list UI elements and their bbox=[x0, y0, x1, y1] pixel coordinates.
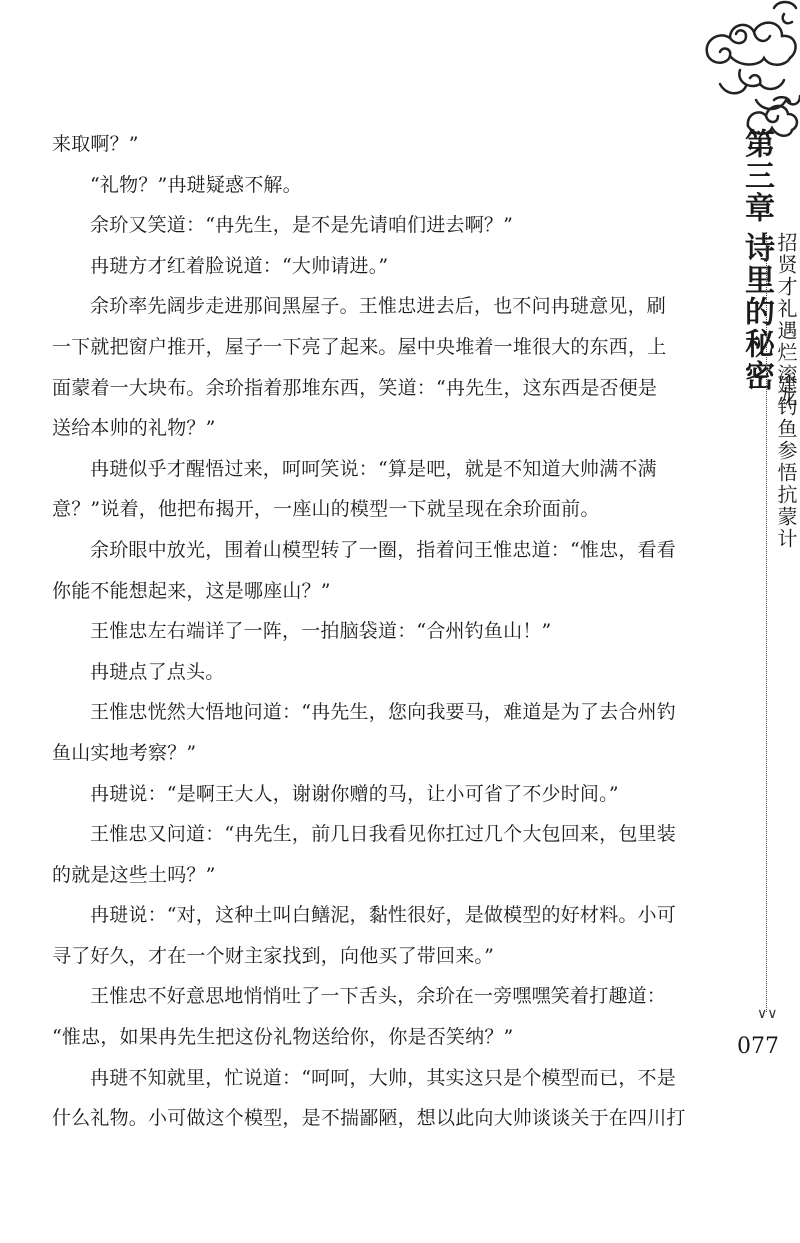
section-title: 诗里的秘密 bbox=[739, 232, 774, 392]
paragraph-line: 送给本帅的礼物？” bbox=[52, 417, 216, 440]
paragraph-line: 王惟忠又问道：“冉先生，前几日我看见你扛过几个大包回来，包里装 bbox=[90, 823, 676, 846]
paragraph-line: 来取啊？” bbox=[52, 133, 139, 155]
paragraph-line: 冉琎说：“是啊王大人，谢谢你赠的马，让小可省了不少时间。” bbox=[90, 782, 619, 805]
paragraph-line: “礼物？”冉琎疑惑不解。 bbox=[90, 173, 302, 196]
vertical-divider bbox=[766, 232, 767, 1012]
page-number: 077 bbox=[737, 1034, 779, 1059]
paragraph-line: 冉琎似乎才醒悟过来，呵呵笑说：“算是吧，就是不知道大帅满不满 bbox=[90, 457, 657, 480]
paragraph-line: 鱼山实地考察？” bbox=[52, 741, 197, 764]
paragraph-line: 余玠率先阔步走进那间黑屋子。王惟忠进去后，也不问冉琎意见，刷 bbox=[90, 295, 667, 318]
chevron-down-icon: ∨∨ bbox=[757, 1006, 778, 1022]
paragraph-line: 王惟忠恍然大悟地问道：“冉先生，您向我要马，难道是为了去合州钓 bbox=[90, 701, 676, 724]
paragraph-line: 王惟忠不好意思地悄悄吐了一下舌头，余玠在一旁嘿嘿笑着打趣道： bbox=[90, 985, 667, 1008]
subtitle-1: 招贤才礼遇烂滚龙 bbox=[774, 232, 798, 408]
paragraph-line: 什么礼物。小可做这个模型，是不揣鄙陋，想以此向大帅谈谈关于在四川打 bbox=[52, 1107, 686, 1130]
paragraph-line: 意？”说着，他把布揭开，一座山的模型一下就呈现在余玠面前。 bbox=[52, 498, 600, 521]
paragraph-line: 面蒙着一大块布。余玠指着那堆东西，笑道：“冉先生，这东西是否便是 bbox=[52, 376, 658, 399]
paragraph-line: 的就是这些土吗？” bbox=[52, 863, 216, 886]
subtitle-2: 建钓鱼参悟抗蒙计 bbox=[774, 374, 798, 550]
paragraph-line: 寻了好久，才在一个财主家找到，向他买了带回来。” bbox=[52, 944, 495, 967]
body-text bbox=[52, 124, 692, 1139]
paragraph-line: 余玠眼中放光，围着山模型转了一圈，指着问王惟忠道：“惟忠，看看 bbox=[90, 538, 676, 561]
paragraph-line: “惟忠，如果冉先生把这份礼物送给你，你是否笑纳？” bbox=[52, 1026, 514, 1049]
paragraph-line: 冉琎说：“对，这种土叫白鳝泥，黏性很好，是做模型的好材料。小可 bbox=[90, 904, 676, 927]
paragraph-line: 王惟忠左右端详了一阵，一拍脑袋道：“合州钓鱼山！” bbox=[90, 620, 552, 643]
paragraph-line: 冉琎不知就里，忙说道：“呵呵，大帅，其实这只是个模型而已，不是 bbox=[90, 1066, 676, 1089]
chapter-label: 第三章 bbox=[739, 128, 774, 224]
paragraph-line: 冉琎点了点头。 bbox=[90, 660, 225, 683]
paragraph-line: 一下就把窗户推开，屋子一下亮了起来。屋中央堆着一堆很大的东西，上 bbox=[52, 335, 667, 358]
paragraph-line: 余玠又笑道：“冉先生，是不是先请咱们进去啊？” bbox=[90, 214, 514, 237]
paragraph-line: 你能不能想起来，这是哪座山？” bbox=[52, 579, 331, 602]
paragraph-line: 冉琎方才红着脸说道：“大帅请进。” bbox=[90, 254, 389, 277]
